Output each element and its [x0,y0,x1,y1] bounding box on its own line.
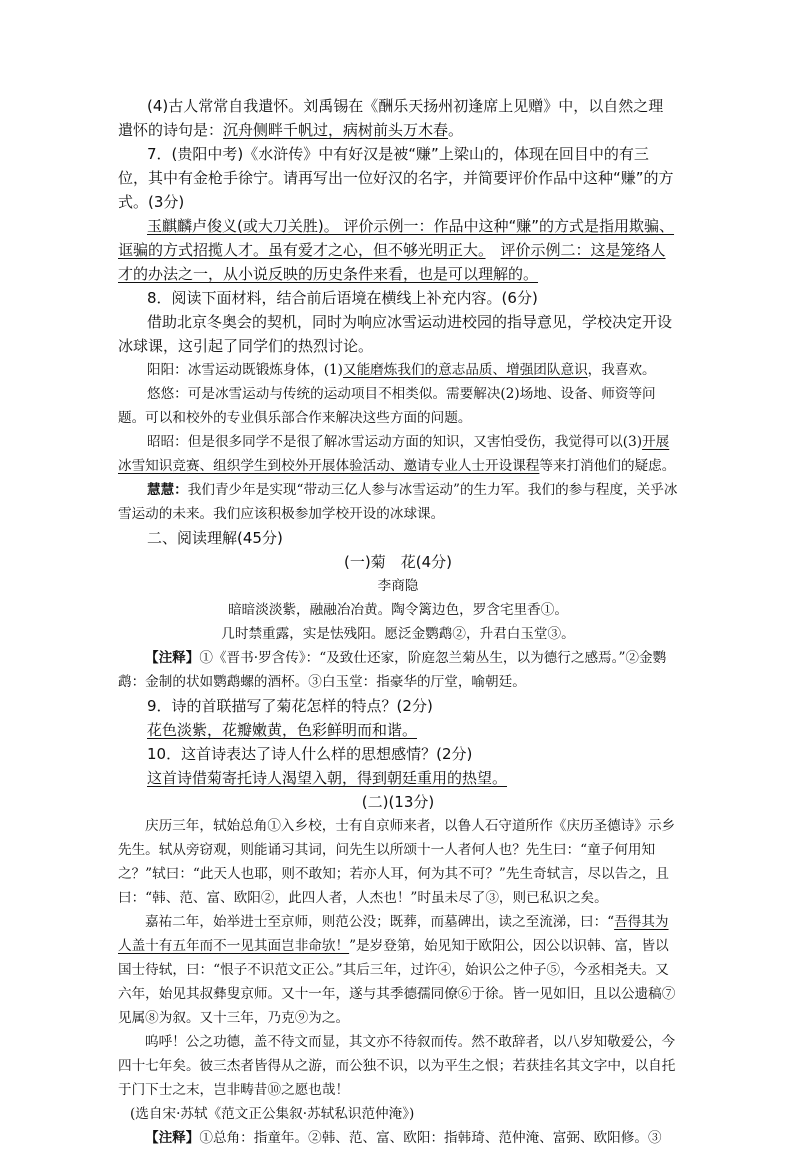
prose-source: (选自宋·苏轼《范文正公集叙·苏轼私识范仲淹》) [130,1106,415,1122]
dialogue-youyou [118,382,678,430]
zhaozhao-answer: 开展冰雪知识竞赛、组织学生到校外开展体验活动、邀请专业人士开设课程 [118,434,670,474]
dialogue-huihui [118,478,678,526]
poem-line-2: 几时禁重露，实是怯残阳。愿泛金鹦鹉②，升君白玉堂③。 [221,626,575,642]
prose-paragraph-3: 呜呼！公之功德，盖不待文而显，其文亦不待叙而传。然不敢辞者，以八岁知敬爱公，今四十七年矣。彼三杰者皆得从之游，而公独不识，以为平生之恨；若获挂名其文字中，以自托于门下士之末，岂非畴昔⑩之愿也哉！ [118,1034,676,1098]
question-7-answer-part-2: 评价示例二：这是笼络人才的办法之一，从小说反映的历史条件来看，也是可以理解的。 [118,241,666,283]
question-9: 9．诗的首联描写了菊花怎样的特点？(2分) [147,697,433,715]
poem-notes [118,646,678,694]
youyou-text: 可是冰雪运动与传统的运动项目不相类似。需要解决(2)场地、设备、师资等问题。可以和校外的专业俱乐部合作来解决这些方面的问题。 [118,386,656,426]
question-7-answer-part-1: 玉麒麟卢俊义(或大刀关胜)。 评价示例一：作品中这种“赚”的方式是指用欺骗、诓骗的方式招揽人才。虽有爱才之心，但不够光明正大。 [118,217,675,259]
prose-notes [118,1126,678,1150]
dialogue-zhaozhao [118,430,678,478]
prose-paragraph-2 [118,910,678,1030]
question-7-text: )《水浒传》中有好汉是被“赚”上梁山的，体现在回目中的有三位，其中有金枪手徐宁。请再写出一位好汉的名字，并简要评价作品中这种“赚”的方式。(3分) [118,145,674,211]
question-8-title: 8．阅读下面材料，结合前后语境在横线上补充内容。(6分) [147,289,538,307]
question-10-answer [118,766,678,790]
question-7-prefix: 7．( [147,145,178,163]
prose-note-text: ①总角：指童年。②韩、范、富、欧阳：指韩琦、范仲淹、富弼、欧阳修。③ [199,1130,662,1146]
yangyang-answer: 又能磨炼我们的意志品质、增强团队意识 [342,362,588,378]
speaker-huihui: 慧慧： [147,482,188,498]
huihui-text: 我们青少年是实现“带动三亿人参与冰雪运动”的生力军。我们的参与程度，关乎冰雪运动的未来。我们应该积极参加学校开设的冰球课。 [118,482,678,522]
document-page [118,94,678,1150]
yangyang-text: 冰雪运动既锻炼身体，(1) [187,362,343,378]
poem-note-label: 【注释】 [145,650,200,666]
question-10: 10．这首诗表达了诗人什么样的思想感情？(2分) [147,745,473,763]
question-4-text: (4)古人常常自我遣怀。刘禹锡在《酬乐天扬州初逢席上见赠》中，以自然之理遣怀的诗句是： [118,97,664,139]
poem-title: (一)菊 花(4分) [344,553,452,571]
question-4-end: 。 [448,121,464,139]
speaker-yangyang: 阳阳： [147,362,188,378]
poem-line-1: 暗暗淡淡紫，融融冶冶黄。陶令篱边色，罗含宅里香①。 [228,602,568,618]
prose-paragraph-1: 庆历三年，轼始总角①入乡校，士有自京师来者，以鲁人石守道所作《庆历圣德诗》示乡先生。轼从旁窃观，则能诵习其词，问先生以所颂十一人者何人也？先生曰：“童子何用知之？”轼曰：“此天人也耶，则不敢知；若亦人耳，何为其不可？”先生奇轼言，尽以告之，且曰：“韩、范、富、欧阳②，此四人者，人杰也！”时虽未尽了③，则已私识之矣。 [118,818,676,906]
prose-p2-underlined: 吾得其为人盖十有五年而不一见其面岂非命欤！ [118,914,669,954]
question-7-answer [118,214,678,286]
prose-p2-start: 嘉祐二年，始举进士至京师，则范公没；既葬，而墓碑出，读之至流涕，曰：“ [145,914,615,930]
speaker-zhaozhao: 昭昭： [147,434,188,450]
question-4-answer: 沉舟侧畔千帆过，病树前头万木春 [223,121,449,139]
poem-author: 李商隐 [377,578,419,594]
prose-title: (二)(13分) [361,793,435,811]
prose-p2-end: ”是岁登第，始见知于欧阳公，因公以识韩、富，皆以国士待轼，曰：“恨子不识范文正公。”其后三年，过许④，始识公之仲子⑤，今丞相尧夫。又六年，始见其叔彝叟京师。又十一年，遂与其季德孺同僚⑥于徐。皆一见如旧，且以公遗稿⑦见属⑧为叙。又十三年，乃克⑨为之。 [118,938,676,1026]
question-4 [118,94,678,142]
section-2-heading: 二、阅读理解(45分) [147,529,283,547]
question-8-intro: 借助北京冬奥会的契机，同时为响应冰雪运动进校园的指导意见，学校决定开设冰球课，这引起了同学们的热烈讨论。 [118,313,673,355]
poem-note-text: ①《晋书·罗含传》：“及致仕还家，阶庭忽兰菊丛生，以为德行之感焉。”②金鹦鹉：金制的状如鹦鹉螺的酒杯。③白玉堂：指豪华的厅堂，喻朝廷。 [118,650,667,690]
question-9-answer [118,718,678,742]
question-9-answer-text: 花色淡紫，花瓣嫩黄，色彩鲜明而和谐。 [147,721,418,739]
question-10-answer-text: 这首诗借菊寄托诗人渴望入朝，得到朝廷重用的热望。 [147,769,508,787]
yangyang-end: ，我喜欢。 [587,362,656,378]
prose-note-label: 【注释】 [145,1130,200,1146]
question-7 [118,142,678,214]
zhaozhao-end: 等来打消他们的疑虑。 [539,458,676,474]
speaker-youyou: 悠悠： [147,386,188,402]
dialogue-yangyang [118,358,678,382]
zhaozhao-text: 但是很多同学不是很了解冰雪运动方面的知识，又害怕受伤，我觉得可以(3) [187,434,643,450]
question-7-source: 贵阳中考 [177,145,238,163]
